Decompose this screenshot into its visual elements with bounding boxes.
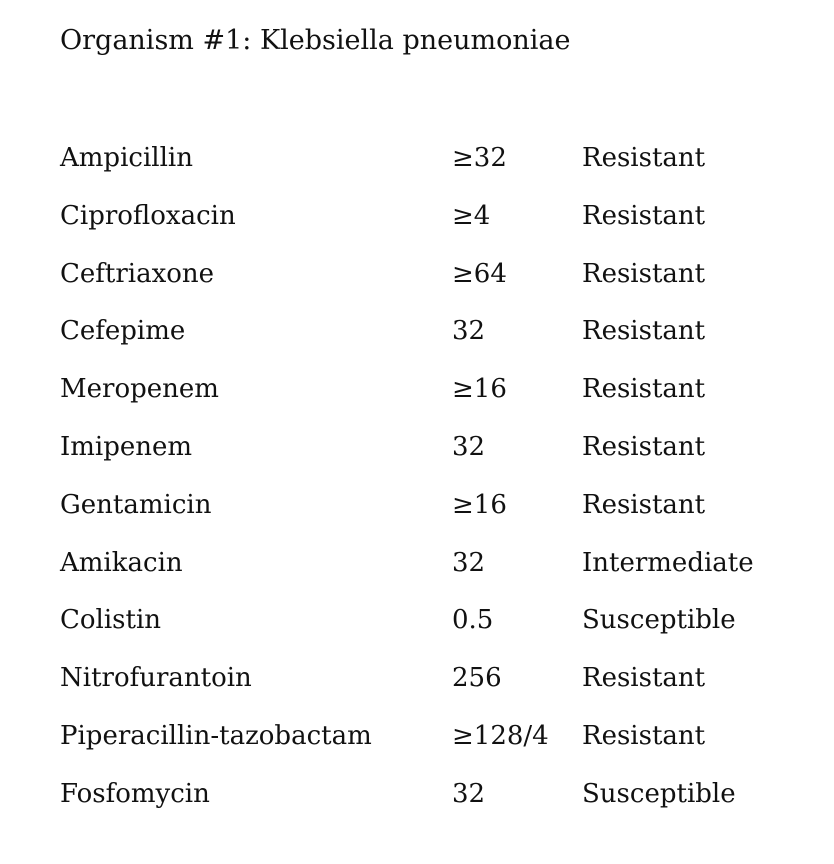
interpretation: Resistant xyxy=(582,374,706,405)
table-row xyxy=(60,485,820,543)
table-row xyxy=(60,774,820,832)
drug-name: Cefepime xyxy=(60,316,186,347)
table-row xyxy=(60,311,820,369)
organism-title: Organism #1: Klebsiella pneumoniae xyxy=(60,25,571,56)
drug-name: Imipenem xyxy=(60,431,193,462)
mic-value: ≥16 xyxy=(452,374,507,405)
interpretation: Resistant xyxy=(582,431,706,462)
drug-name: Gentamicin xyxy=(60,489,212,520)
table-row xyxy=(60,600,820,658)
mic-value: 0.5 xyxy=(452,605,494,636)
interpretation: Resistant xyxy=(582,316,706,347)
mic-value: ≥4 xyxy=(452,200,491,231)
drug-name: Amikacin xyxy=(60,547,183,578)
table-row xyxy=(60,543,820,601)
mic-value: 32 xyxy=(452,547,486,578)
table-row xyxy=(60,427,820,485)
drug-name: Piperacillin-tazobactam xyxy=(60,720,372,751)
interpretation: Resistant xyxy=(582,200,706,231)
table-row xyxy=(60,716,820,774)
susceptibility-table xyxy=(60,138,820,832)
mic-value: 32 xyxy=(452,316,486,347)
interpretation: Resistant xyxy=(582,663,706,694)
drug-name: Ceftriaxone xyxy=(60,258,215,289)
interpretation: Intermediate xyxy=(582,547,754,578)
mic-value: ≥64 xyxy=(452,258,507,289)
interpretation: Susceptible xyxy=(582,605,736,636)
mic-value: ≥32 xyxy=(452,143,507,173)
interpretation: Resistant xyxy=(582,143,706,173)
drug-name: Meropenem xyxy=(60,374,219,405)
table-row xyxy=(60,254,820,312)
mic-value: 32 xyxy=(452,431,486,462)
mic-value: 256 xyxy=(452,663,502,694)
drug-name: Nitrofurantoin xyxy=(60,663,252,694)
drug-name: Ampicillin xyxy=(60,143,193,173)
mic-value: ≥16 xyxy=(452,489,507,520)
table-row xyxy=(60,369,820,427)
drug-name: Colistin xyxy=(60,605,162,636)
table-row xyxy=(60,196,820,254)
table-row xyxy=(60,138,820,196)
interpretation: Resistant xyxy=(582,720,706,751)
drug-name: Ciprofloxacin xyxy=(60,200,236,231)
interpretation: Resistant xyxy=(582,489,706,520)
interpretation: Susceptible xyxy=(582,778,736,809)
mic-value: 32 xyxy=(452,778,486,809)
drug-name: Fosfomycin xyxy=(60,778,210,809)
mic-value: ≥128/4 xyxy=(452,720,549,751)
interpretation: Resistant xyxy=(582,258,706,289)
table-row xyxy=(60,658,820,716)
